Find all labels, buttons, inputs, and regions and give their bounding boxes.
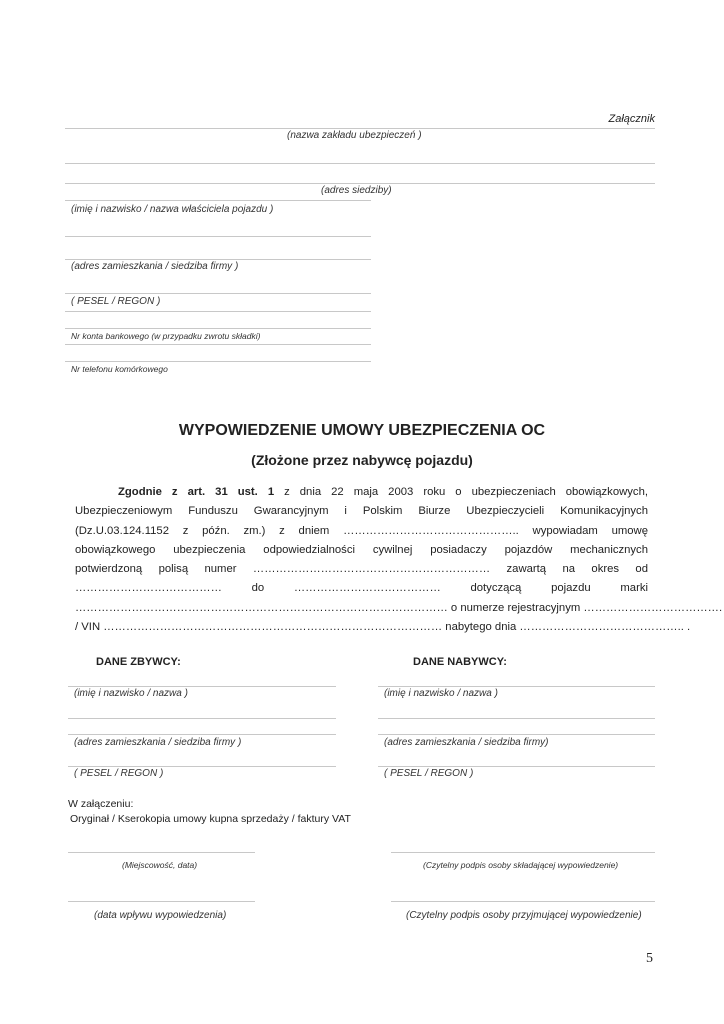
insurer-name-line[interactable] [65, 128, 655, 129]
seat-address-caption: (adres siedziby) [321, 185, 392, 196]
body-line-1 [75, 483, 648, 502]
seller-name-caption: (imię i nazwisko / nazwa ) [74, 688, 188, 699]
body-line-6: ………………………………… do ………………………………… dotyczącą pojazdu marki [75, 582, 648, 595]
seat-address-line[interactable] [65, 183, 655, 184]
seller-address-line[interactable] [68, 734, 336, 735]
body-line-8: / VIN ……………………………………………………………………………… nabytego dnia …………………………………….. . [75, 621, 691, 634]
bank-account-line[interactable] [65, 328, 371, 329]
body-bold-prefix: Zgodnie z art. 31 ust. 1 [118, 486, 275, 498]
attachments-item: Oryginał / Kserokopia umowy kupna sprzedaży / faktury VAT [70, 813, 351, 825]
buyer-heading: DANE NABYWCY: [413, 656, 507, 668]
buyer-name-extra-line[interactable] [378, 718, 655, 719]
buyer-pesel-line[interactable] [378, 766, 655, 767]
body-line-3: (Dz.U.03.124.1152 z późn. zm.) z dniem ……………………………………….. wypowiadam umowę [75, 524, 648, 537]
owner-name-line[interactable] [65, 200, 371, 201]
residence-caption: (adres zamieszkania / siedziba firmy ) [71, 261, 239, 272]
place-date-line[interactable] [68, 852, 255, 853]
document-title: WYPOWIEDZENIE UMOWY UBEZPIECZENIA OC [178, 422, 546, 439]
bank-account-extra-line[interactable] [65, 344, 371, 345]
body-line-1-rest: z dnia 22 maja 2003 roku o ubezpieczeniach obowiązkowych, [274, 486, 648, 498]
seller-name-extra-line[interactable] [68, 718, 336, 719]
submitter-signature-caption: (Czytelny podpis osoby składającej wypowiedzenie) [423, 860, 619, 870]
buyer-address-line[interactable] [378, 734, 655, 735]
seller-heading: DANE ZBYWCY: [96, 656, 181, 668]
buyer-address-caption: (adres zamieszkania / siedziba firmy) [384, 737, 549, 748]
receiver-signature-line[interactable] [391, 901, 655, 902]
buyer-name-line[interactable] [378, 686, 655, 687]
owner-extra-line[interactable] [65, 236, 371, 237]
seller-name-line[interactable] [68, 686, 336, 687]
phone-line[interactable] [65, 361, 371, 362]
receipt-date-caption: (data wpływu wypowiedzenia) [94, 910, 227, 921]
phone-caption: Nr telefonu komórkowego [71, 364, 168, 374]
bank-account-caption: Nr konta bankowego (w przypadku zwrotu składki) [71, 331, 261, 341]
body-line-2: Ubezpieczeniowym Funduszu Gwarancyjnym i Polskim Biurze Ubezpieczycieli Komunikacyjnych [75, 505, 648, 518]
pesel-caption: ( PESEL / REGON ) [71, 296, 161, 307]
residence-line[interactable] [65, 259, 371, 260]
seller-pesel-line[interactable] [68, 766, 336, 767]
receiver-signature-caption: (Czytelny podpis osoby przyjmującej wypowiedzenie) [406, 910, 642, 921]
insurer-name-caption: (nazwa zakładu ubezpieczeń ) [287, 130, 422, 141]
buyer-pesel-caption: ( PESEL / REGON ) [384, 768, 474, 779]
body-line-7: ……………………………………………………………………………………… o numerze rejestracyjnym ………………………………. [75, 601, 723, 614]
insurer-extra-line[interactable] [65, 163, 655, 164]
buyer-name-caption: (imię i nazwisko / nazwa ) [384, 688, 498, 699]
attachments-label: W załączeniu: [68, 798, 134, 810]
owner-name-caption: (imię i nazwisko / nazwa właściciela pojazdu ) [71, 204, 274, 215]
seller-pesel-caption: ( PESEL / REGON ) [74, 768, 164, 779]
body-line-4: obowiązkowego ubezpieczenia odpowiedzialności cywilnej posiadaczy pojazdów mechanicznych [75, 543, 648, 556]
pesel-line[interactable] [65, 293, 371, 294]
receipt-date-line[interactable] [68, 901, 255, 902]
page-number: 5 [646, 951, 653, 966]
body-line-5: potwierdzoną polisą numer ……………………………………………………… zawartą na okres od [75, 563, 648, 576]
seller-address-caption: (adres zamieszkania / siedziba firmy ) [74, 737, 242, 748]
attachment-label: Załącznik [608, 113, 655, 125]
body-paragraph [75, 483, 723, 637]
document-subtitle: (Złożone przez nabywcę pojazdu) [251, 452, 473, 468]
pesel-extra-line[interactable] [65, 311, 371, 312]
place-date-caption: (Miejscowość, data) [122, 860, 198, 870]
submitter-signature-line[interactable] [391, 852, 655, 853]
